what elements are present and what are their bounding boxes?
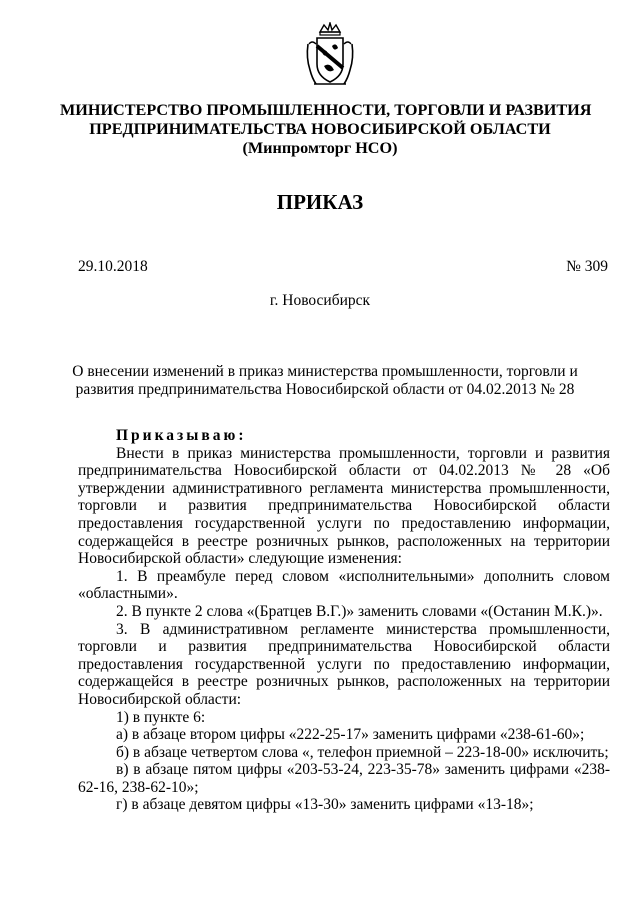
body-paragraph: 1. В преамбуле перед словом «исполнительными» дополнить словом «областными».: [78, 567, 610, 603]
body-paragraph: Внести в приказ министерства промышленности, торговли и развития предпринимательства Новосибирской области от 04.02.2013 № 28 «Об утверждении административного регламента министерства промышленности, торговли и развития предпринимательства Новосибирской области предоставления государственной услуги по предоставлению информации, содержащейся в реестре розничных рынков, расположенных на территории Новосибирской области» следующие изменения:: [78, 444, 610, 568]
document-body: [78, 427, 610, 814]
document-subject: [60, 363, 590, 399]
order-word: Приказываю:: [116, 427, 247, 444]
ministry-short-name: (Минпромторг НСО): [242, 139, 398, 157]
body-paragraph: 2. В пункте 2 слова «(Братцев В.Г.)» заменить словами «(Останин М.К.)».: [116, 602, 603, 620]
subject-line2: развития предпринимательства Новосибирской области от 04.02.2013 № 28: [75, 381, 575, 398]
body-paragraph: в) в абзаце пятом цифры «203-53-24, 223-35-78» заменить цифрами «238-62-16, 238-62-10»;: [78, 761, 610, 796]
document-number: № 309: [566, 258, 608, 275]
ministry-name-line1: МИНИСТЕРСТВО ПРОМЫШЛЕННОСТИ, ТОРГОВЛИ И РАЗВИТИЯ: [60, 101, 592, 119]
body-paragraph: г) в абзаце девятом цифры «13-30» заменить цифрами «13-18»;: [116, 796, 534, 814]
document-city: г. Новосибирск: [269, 292, 371, 309]
body-paragraph: 3. В административном регламенте министерства промышленности, торговли и развития предпринимательства Новосибирской области предоставления государственной услуги по предоставлению информации, содержащейся в реестре розничных рынков, расположенных на территории Новосибирской области:: [78, 620, 610, 708]
ministry-header: [60, 101, 592, 158]
novosibirsk-coat-of-arms-icon: [304, 22, 356, 90]
body-paragraph: 1) в пункте 6:: [116, 708, 206, 726]
ministry-name-line2: ПРЕДПРИНИМАТЕЛЬСТВА НОВОСИБИРСКОЙ ОБЛАСТИ: [89, 120, 551, 138]
body-paragraph: а) в абзаце втором цифры «222-25-17» заменить цифрами «238-61-60»;: [116, 726, 585, 744]
subject-line1: О внесении изменений в приказ министерства промышленности, торговли и: [72, 363, 578, 380]
body-paragraph: б) в абзаце четвертом слова «, телефон приемной – 223-18-00» исключить;: [116, 743, 609, 761]
document-type-title: ПРИКАЗ: [276, 190, 364, 214]
document-date: 29.10.2018: [78, 258, 148, 275]
